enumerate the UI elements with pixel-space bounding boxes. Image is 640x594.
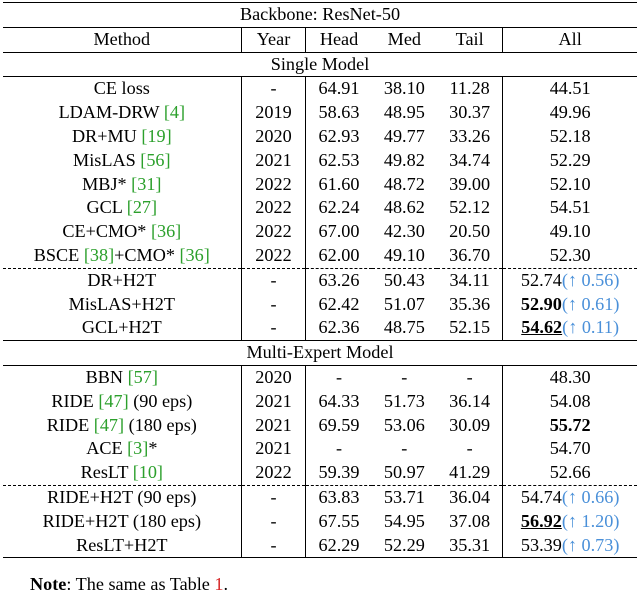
med-cell: 48.62 <box>383 197 425 218</box>
note-text: : The same as Table <box>66 574 215 594</box>
med-cell: 53.06 <box>383 414 425 435</box>
tail-cell: 20.50 <box>449 221 491 242</box>
all-cell <box>503 268 637 292</box>
header-row <box>3 27 637 52</box>
year-cell: 2019 <box>241 101 306 125</box>
note-table-ref: 1 <box>214 574 224 594</box>
all-cell <box>503 534 637 558</box>
year-cell: 2022 <box>241 196 306 220</box>
tail-cell: 11.28 <box>449 78 490 99</box>
year-cell: 2020 <box>241 125 306 149</box>
citation-ref: [47] <box>93 414 125 435</box>
head-cell: 64.33 <box>306 390 372 414</box>
method-cell <box>3 437 241 461</box>
method-cell <box>3 196 241 220</box>
method-name: MisLAS <box>73 149 141 170</box>
citation-ref: [36] <box>150 221 182 242</box>
section-single-row <box>3 52 637 77</box>
med-cell: 50.43 <box>372 268 437 292</box>
method-name: RIDE <box>51 390 99 411</box>
tail-cell: 35.36 <box>449 293 491 314</box>
all-value: 56.92 <box>520 510 562 531</box>
method-cell <box>3 101 241 125</box>
all-cell <box>503 437 637 461</box>
head-cell: 62.53 <box>306 149 372 173</box>
all-value: 52.90 <box>520 293 562 314</box>
med-cell: 49.82 <box>383 149 425 170</box>
all-value: 54.08 <box>549 390 591 411</box>
backbone-row <box>3 3 637 28</box>
header-year: Year <box>241 27 306 52</box>
citation-ref: [10] <box>132 462 163 483</box>
year-cell: 2022 <box>241 461 306 485</box>
citation-ref: [47] <box>98 390 129 411</box>
table-row <box>3 293 637 317</box>
table-note <box>30 574 228 594</box>
all-value: 52.10 <box>549 173 591 194</box>
all-value: 55.72 <box>549 414 591 435</box>
all-value: 54.70 <box>549 438 591 459</box>
med-cell: 51.07 <box>383 293 425 314</box>
med-cell: 51.73 <box>383 390 425 411</box>
tail-cell: 36.14 <box>449 390 491 411</box>
method-cell <box>3 268 241 292</box>
table-row <box>3 220 637 244</box>
citation-ref: [3] <box>127 438 149 459</box>
method-name: MBJ* <box>82 173 132 194</box>
method-name: ResLT+H2T <box>76 534 168 555</box>
all-cell <box>503 510 637 534</box>
med-cell: 49.77 <box>383 125 425 146</box>
med-cell: 48.72 <box>383 173 425 194</box>
all-value: 52.66 <box>549 462 591 483</box>
med-cell: 48.95 <box>383 102 425 123</box>
table-row <box>3 125 637 149</box>
tail-cell: 52.15 <box>437 316 503 340</box>
med-cell: - <box>401 438 408 459</box>
table-row <box>3 173 637 197</box>
year-cell: 2022 <box>241 244 306 268</box>
method-name: RIDE+H2T (90 eps) <box>47 486 197 507</box>
method-cell <box>3 220 241 244</box>
method-cell <box>3 316 241 340</box>
all-cell <box>503 414 637 438</box>
all-cell <box>503 244 637 268</box>
med-cell: 49.10 <box>383 244 425 265</box>
header-method: Method <box>3 27 241 52</box>
table-row <box>3 510 637 534</box>
gain-value: (↑ 0.11) <box>562 317 620 338</box>
all-value: 52.30 <box>549 244 591 265</box>
method-name: DR+H2T <box>87 269 157 290</box>
all-value: 52.18 <box>549 125 591 146</box>
head-cell: 67.55 <box>306 510 372 534</box>
year-cell: 2021 <box>241 437 306 461</box>
method-cell <box>3 365 241 389</box>
head-cell: 64.91 <box>306 77 372 101</box>
method-name: GCL <box>86 197 127 218</box>
head-cell: - <box>306 365 372 389</box>
all-cell <box>503 293 637 317</box>
med-cell: - <box>401 366 408 387</box>
table-row <box>3 485 637 509</box>
head-cell: 59.39 <box>306 461 372 485</box>
all-cell <box>503 125 637 149</box>
method-name: RIDE <box>46 414 94 435</box>
header-head: Head <box>306 27 372 52</box>
tail-cell: 37.08 <box>449 510 491 531</box>
note-end: . <box>223 574 229 594</box>
gain-value: (↑ 0.61) <box>561 293 620 314</box>
method-name: BSCE <box>33 244 84 265</box>
method-name: LDAM-DRW <box>58 102 164 123</box>
all-value: 52.29 <box>549 149 591 170</box>
med-cell: 50.97 <box>383 462 425 483</box>
year-cell: - <box>241 534 306 558</box>
method-name: ACE <box>86 438 128 459</box>
header-med: Med <box>372 27 437 52</box>
section-multi-label: Multi-Expert Model <box>3 341 637 366</box>
gain-value: (↑ 1.20) <box>561 510 620 531</box>
tail-cell: 30.37 <box>449 102 491 123</box>
method-name: RIDE+H2T (180 eps) <box>42 510 202 531</box>
method-cell <box>3 173 241 197</box>
method-cell <box>3 125 241 149</box>
year-cell: 2021 <box>241 390 306 414</box>
med-cell: 48.75 <box>372 316 437 340</box>
tail-cell: 34.11 <box>437 268 503 292</box>
all-cell <box>503 77 637 101</box>
method-name: DR+MU <box>71 125 142 146</box>
all-cell <box>503 173 637 197</box>
section-single-label: Single Model <box>3 52 637 77</box>
head-cell: 58.63 <box>306 101 372 125</box>
section-multi-row <box>3 341 637 366</box>
table-row <box>3 196 637 220</box>
method-name: CE+CMO* <box>62 221 151 242</box>
method-cell <box>3 293 241 317</box>
year-cell: - <box>241 268 306 292</box>
all-value: 53.39 <box>520 534 562 555</box>
method-cell <box>3 485 241 509</box>
all-cell <box>503 149 637 173</box>
backbone-label: Backbone: ResNet-50 <box>3 3 637 28</box>
med-cell: 42.30 <box>383 221 425 242</box>
head-cell: 62.29 <box>306 534 372 558</box>
header-tail: Tail <box>437 27 503 52</box>
results-table <box>3 2 637 558</box>
method-suffix: * <box>148 438 158 459</box>
table-row <box>3 244 637 268</box>
method-suffix: (90 eps) <box>128 390 193 411</box>
table-row <box>3 316 637 340</box>
method-cell <box>3 534 241 558</box>
method-name: CE loss <box>93 78 150 99</box>
citation-ref: [27] <box>126 197 158 218</box>
method-cell <box>3 244 241 268</box>
head-cell: 67.00 <box>306 220 372 244</box>
all-cell <box>503 101 637 125</box>
head-cell: 69.59 <box>306 414 372 438</box>
citation-ref: [36] <box>179 244 210 265</box>
tail-cell: 52.12 <box>449 197 491 218</box>
header-all: All <box>503 27 637 52</box>
tail-cell: 35.31 <box>437 534 503 558</box>
gain-value: (↑ 0.56) <box>561 269 620 290</box>
all-value: 44.51 <box>549 78 591 99</box>
head-cell: 62.42 <box>306 293 372 317</box>
all-value: 54.62 <box>521 317 563 338</box>
method-cell <box>3 414 241 438</box>
method-name: BBN <box>85 366 128 387</box>
head-cell: 62.24 <box>306 196 372 220</box>
gain-value: (↑ 0.66) <box>561 486 620 507</box>
table-row <box>3 534 637 558</box>
note-label: Note <box>30 574 67 594</box>
table-row <box>3 437 637 461</box>
method-name: GCL+H2T <box>81 317 162 338</box>
all-cell <box>503 461 637 485</box>
tail-cell: 30.09 <box>449 414 491 435</box>
table-row <box>3 101 637 125</box>
method-cell <box>3 77 241 101</box>
tail-cell: 41.29 <box>449 462 491 483</box>
tail-cell: - <box>466 366 473 387</box>
head-cell: 63.26 <box>306 268 372 292</box>
head-cell: 62.36 <box>306 316 372 340</box>
tail-cell: 34.74 <box>449 149 491 170</box>
med-cell: 53.71 <box>372 485 437 509</box>
all-value: 54.51 <box>549 197 591 218</box>
year-cell: 2022 <box>241 173 306 197</box>
table-row <box>3 461 637 485</box>
table-row <box>3 77 637 101</box>
year-cell: - <box>241 316 306 340</box>
gain-value: (↑ 0.73) <box>561 534 620 555</box>
all-cell <box>503 220 637 244</box>
method-cell <box>3 390 241 414</box>
all-cell <box>503 196 637 220</box>
table-row <box>3 268 637 292</box>
all-cell <box>503 365 637 389</box>
citation-ref: [19] <box>141 125 172 146</box>
med-cell: 38.10 <box>383 78 425 99</box>
head-cell: 61.60 <box>306 173 372 197</box>
all-cell <box>503 390 637 414</box>
tail-cell: 36.70 <box>449 244 491 265</box>
all-value: 49.96 <box>549 102 591 123</box>
med-cell: 54.95 <box>383 510 425 531</box>
method-cell <box>3 461 241 485</box>
method-suffix: +CMO* <box>114 244 180 265</box>
year-cell: 2021 <box>241 414 306 438</box>
year-cell: - <box>241 293 306 317</box>
citation-ref: [56] <box>140 149 171 170</box>
citation-ref: [38] <box>83 244 115 265</box>
citation-ref: [4] <box>163 102 186 123</box>
table-row <box>3 414 637 438</box>
head-cell: 62.00 <box>306 244 372 268</box>
head-cell: 62.93 <box>306 125 372 149</box>
med-cell: 52.29 <box>372 534 437 558</box>
head-cell: - <box>306 437 372 461</box>
year-cell: - <box>241 485 306 509</box>
all-value: 48.30 <box>549 366 591 387</box>
all-value: 52.74 <box>520 269 562 290</box>
all-cell <box>503 316 637 340</box>
tail-cell: 33.26 <box>449 125 491 146</box>
citation-ref: [57] <box>127 366 158 387</box>
method-suffix: (180 eps) <box>124 414 197 435</box>
method-name: ResLT <box>80 462 133 483</box>
tail-cell: 36.04 <box>437 485 503 509</box>
head-cell: 63.83 <box>306 485 372 509</box>
year-cell: 2020 <box>241 365 306 389</box>
method-cell <box>3 149 241 173</box>
year-cell: 2021 <box>241 149 306 173</box>
table-row <box>3 390 637 414</box>
all-value: 54.74 <box>520 486 562 507</box>
table-row <box>3 149 637 173</box>
table-row <box>3 365 637 389</box>
year-cell: - <box>241 77 306 101</box>
all-value: 49.10 <box>549 221 591 242</box>
method-name: MisLAS+H2T <box>68 293 175 314</box>
year-cell: - <box>241 510 306 534</box>
tail-cell: 39.00 <box>449 173 491 194</box>
method-cell <box>3 510 241 534</box>
tail-cell: - <box>466 438 473 459</box>
citation-ref: [31] <box>131 173 162 194</box>
year-cell: 2022 <box>241 220 306 244</box>
all-cell <box>503 485 637 509</box>
